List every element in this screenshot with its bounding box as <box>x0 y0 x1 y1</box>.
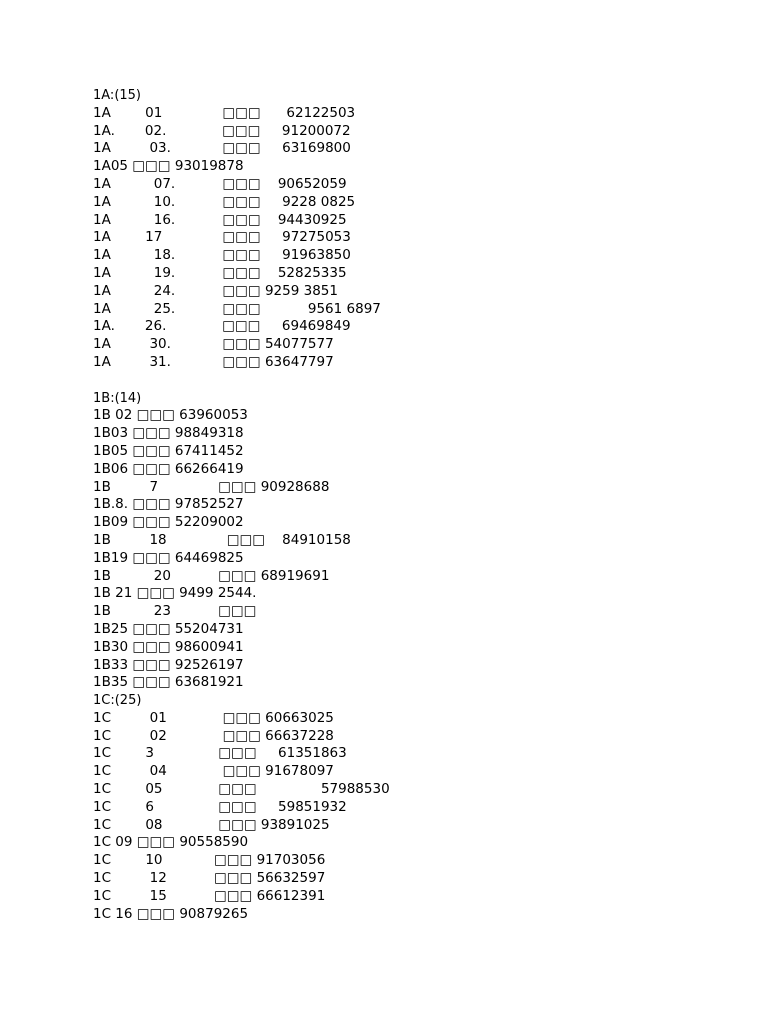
document-body <box>93 87 733 923</box>
list-item: 1B35 □□□ 63681921 <box>93 674 244 691</box>
list-item: 1C 01 □□□ 60663025 <box>93 709 334 726</box>
list-item: 1B30 □□□ 98600941 <box>93 638 244 655</box>
list-item: 1C 05 □□□ 57988530 <box>93 781 390 798</box>
list-item: 1A 24. □□□ 9259 3851 <box>93 282 338 299</box>
list-item: 1C 09 □□□ 90558590 <box>93 834 249 851</box>
list-item: 1B05 □□□ 67411452 <box>93 442 244 459</box>
list-item: 1B 20 □□□ 68919691 <box>93 567 330 584</box>
list-item: 1C 15 □□□ 66612391 <box>93 887 326 904</box>
list-item: 1B 18 □□□ 84910158 <box>93 531 351 548</box>
list-item: 1B06 □□□ 66266419 <box>93 460 244 477</box>
section-heading-1a: 1A:(15) <box>93 88 142 103</box>
list-item: 1B33 □□□ 92526197 <box>93 656 244 673</box>
list-item: 1A 18. □□□ 91963850 <box>93 247 351 264</box>
list-item: 1C 3 □□□ 61351863 <box>93 745 347 762</box>
list-item: 1C 02 □□□ 66637228 <box>93 727 334 744</box>
list-item: 1A 07. □□□ 90652059 <box>93 175 347 192</box>
list-item: 1A 30. □□□ 54077577 <box>93 336 334 353</box>
list-item: 1A 19. □□□ 52825335 <box>93 264 347 281</box>
section-heading-1c: 1C:(25) <box>93 693 142 709</box>
list-item: 1C 6 □□□ 59851932 <box>93 798 347 815</box>
list-item: 1B 23 □□□ <box>93 603 257 620</box>
list-item: 1C 08 □□□ 93891025 <box>93 816 330 833</box>
list-item: 1B19 □□□ 64469825 <box>93 549 244 566</box>
list-item: 1A05 □□□ 93019878 <box>93 158 244 175</box>
list-item: 1B.8. □□□ 97852527 <box>93 496 244 513</box>
list-item: 1C 10 □□□ 91703056 <box>93 852 326 869</box>
list-item: 1A. 02. □□□ 91200072 <box>93 122 351 139</box>
list-item: 1B 02 □□□ 63960053 <box>93 407 248 424</box>
list-item: 1A 10. □□□ 9228 0825 <box>93 193 356 210</box>
list-item: 1A 25. □□□ 9561 6897 <box>93 300 381 317</box>
list-item: 1A 31. □□□ 63647797 <box>93 353 334 370</box>
list-item: 1C 12 □□□ 56632597 <box>93 870 326 887</box>
list-item: 1B 7 □□□ 90928688 <box>93 478 330 495</box>
list-item: 1C 16 □□□ 90879265 <box>93 905 249 922</box>
section-heading-1b: 1B:(14) <box>93 390 142 406</box>
section-spacer <box>93 372 733 390</box>
list-item: 1B 21 □□□ 9499 2544. <box>93 585 257 602</box>
list-item: 1C 04 □□□ 91678097 <box>93 763 334 780</box>
list-item: 1A 03. □□□ 63169800 <box>93 140 351 157</box>
list-item: 1A 01 □□□ 62122503 <box>93 104 356 121</box>
list-item: 1B25 □□□ 55204731 <box>93 620 244 637</box>
list-item: 1A 16. □□□ 94430925 <box>93 211 347 228</box>
list-item: 1B09 □□□ 52209002 <box>93 514 244 531</box>
list-item: 1B03 □□□ 98849318 <box>93 425 244 442</box>
list-item: 1A 17 □□□ 97275053 <box>93 229 351 246</box>
list-item: 1A. 26. □□□ 69469849 <box>93 318 351 335</box>
